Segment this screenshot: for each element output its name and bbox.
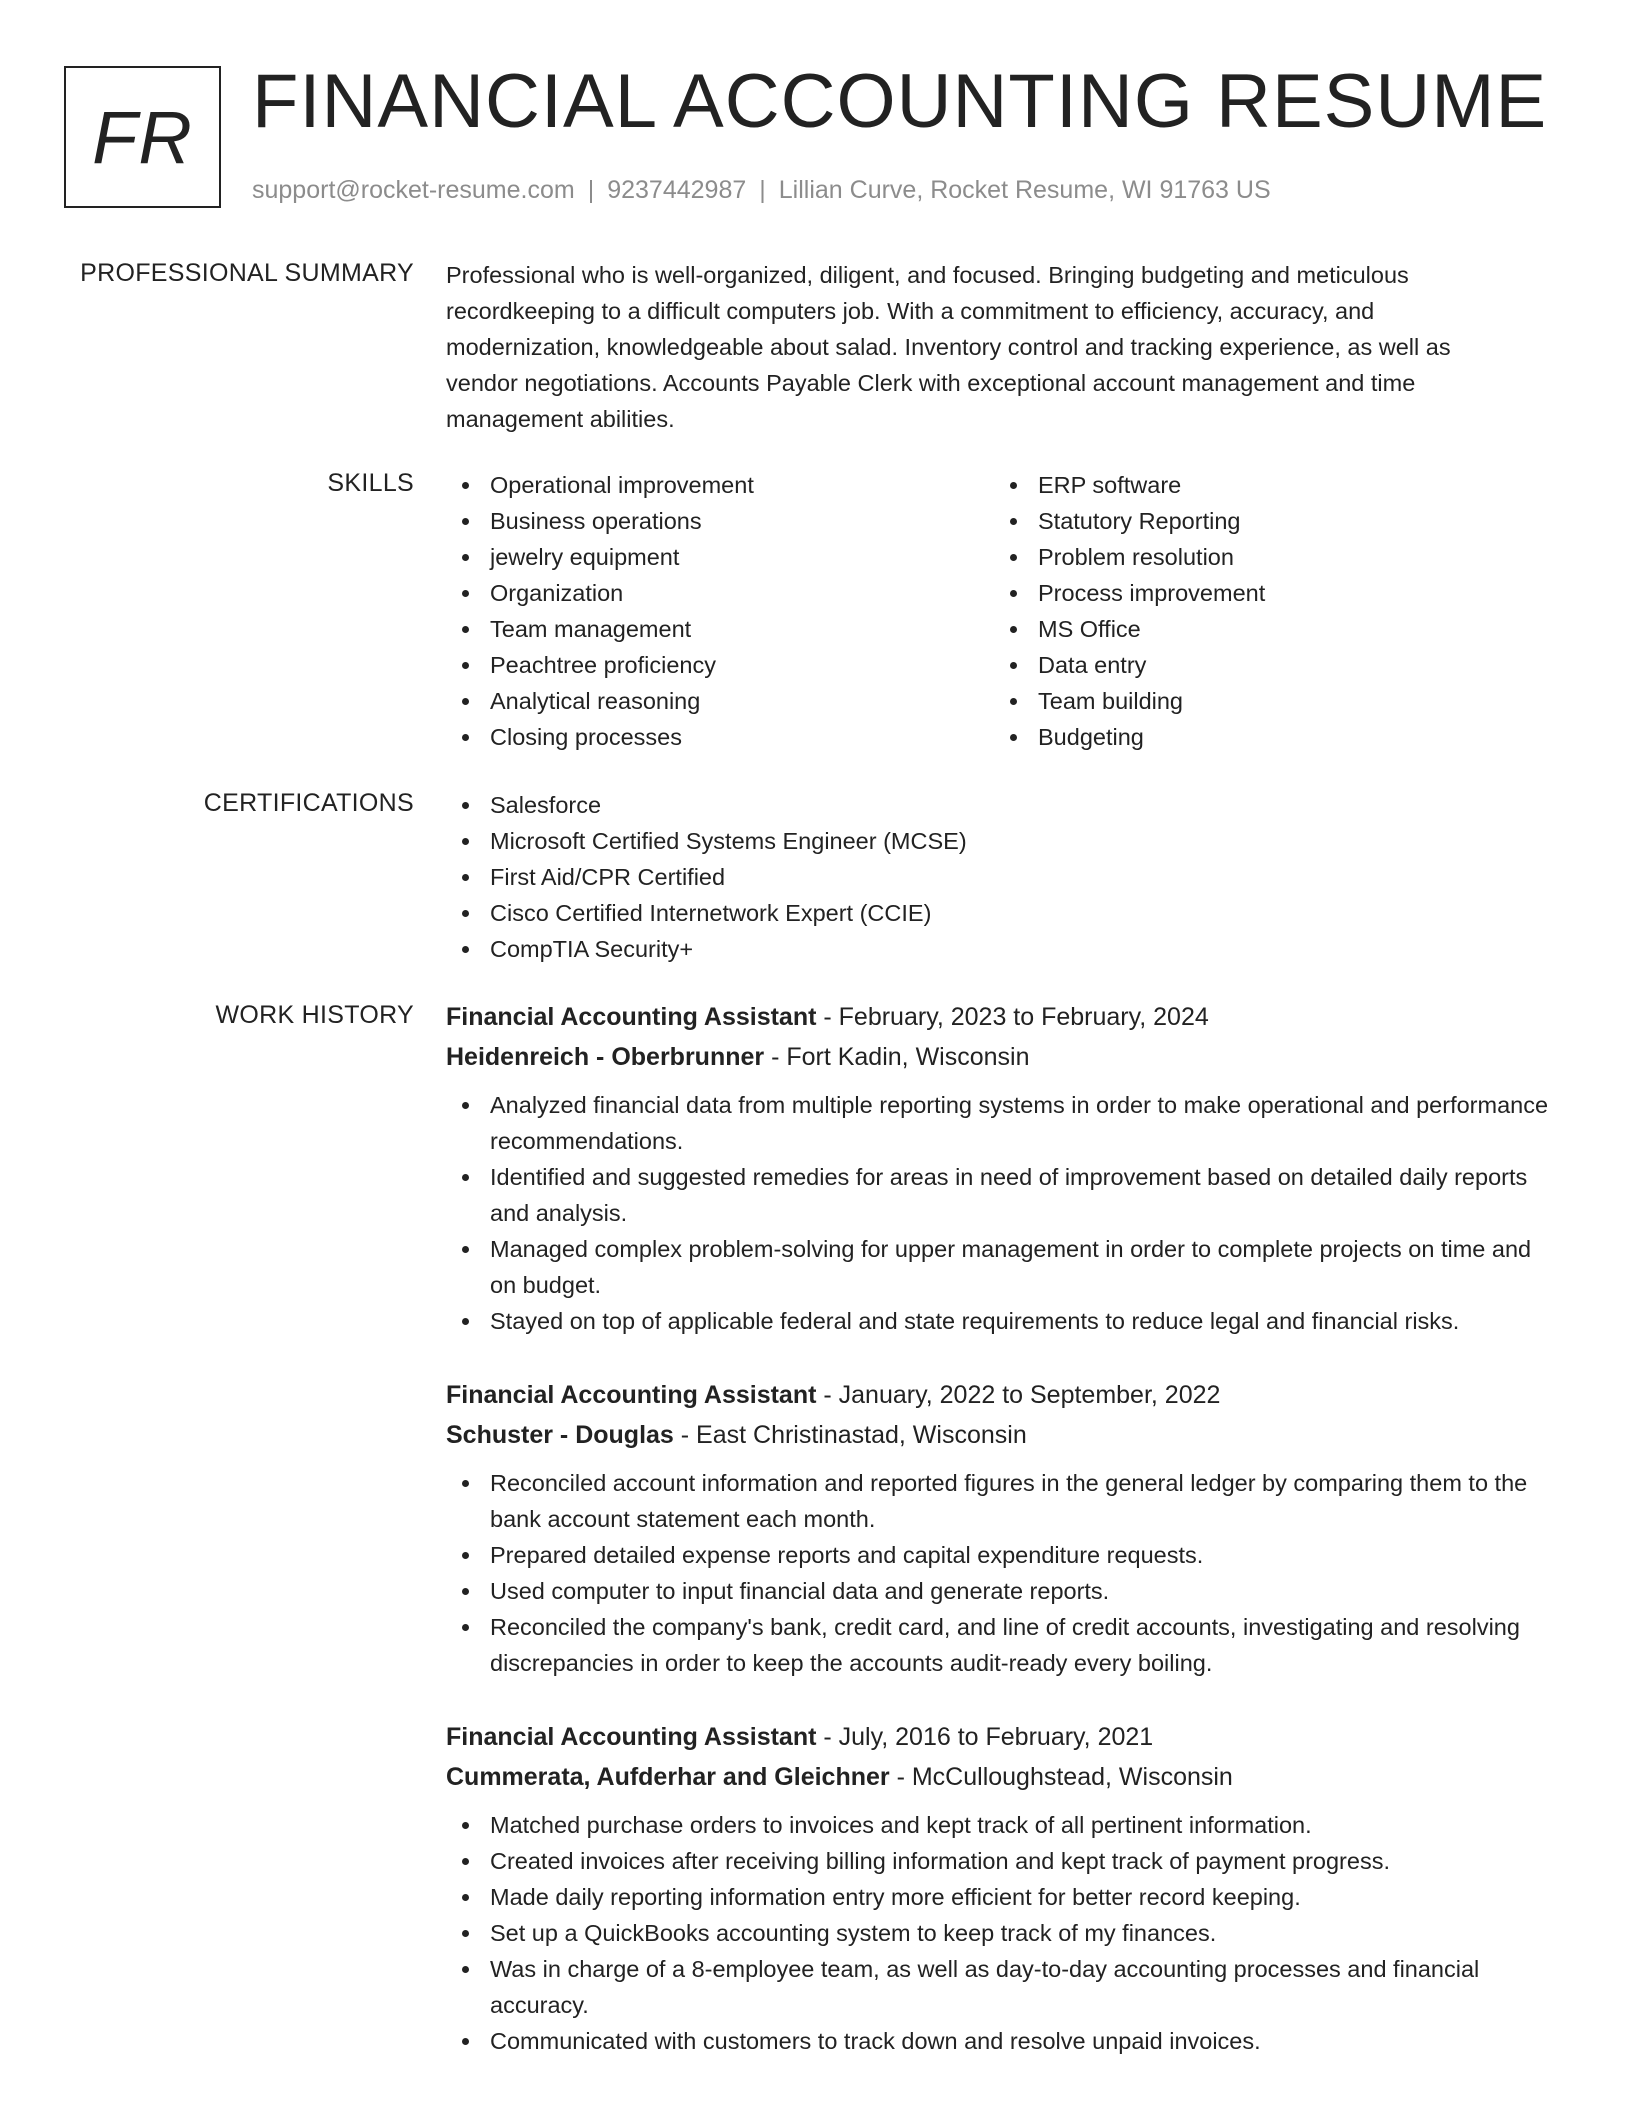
list-item: First Aid/CPR Certified	[446, 859, 1556, 895]
list-item: Made daily reporting information entry more efficient for better record keeping.	[446, 1879, 1556, 1915]
job-dates: - July, 2016 to February, 2021	[816, 1723, 1154, 1751]
skills-body	[446, 467, 1556, 755]
job-company: Schuster - Douglas	[446, 1421, 674, 1449]
job-company: Cummerata, Aufderhar and Gleichner	[446, 1763, 890, 1791]
list-item: Identified and suggested remedies for areas in need of improvement based on detailed daily reports and analysis.	[446, 1159, 1556, 1231]
job-dates: - January, 2022 to September, 2022	[816, 1381, 1221, 1409]
list-item: Organization	[446, 575, 994, 611]
list-item: Analyzed financial data from multiple reporting systems in order to make operational and performance recommendations.	[446, 1087, 1556, 1159]
list-item: Created invoices after receiving billing information and kept track of payment progress.	[446, 1843, 1556, 1879]
work-history-body	[446, 997, 1556, 2095]
summary-text: Professional who is well-organized, diligent, and focused. Bringing budgeting and meticulous recordkeeping to a difficult computers job. With a commitment to efficiency, accuracy, and modernization, knowledgeable about salad. Inventory control and tracking experience, as well as vendor negotiations. Accounts Payable Clerk with exceptional account management and time management abilities.	[446, 262, 1451, 432]
job-title-line	[446, 997, 1556, 1037]
monogram-initials: FR	[92, 95, 193, 179]
resume-title: FINANCIAL ACCOUNTING RESUME	[252, 59, 1548, 144]
list-item: Matched purchase orders to invoices and kept track of all pertinent information.	[446, 1807, 1556, 1843]
certifications-list	[446, 787, 1556, 967]
list-item: Budgeting	[994, 719, 1542, 755]
job-company-line	[446, 1757, 1556, 1797]
job-location: - Fort Kadin, Wisconsin	[764, 1043, 1030, 1071]
list-item: Was in charge of a 8-employee team, as well as day-to-day accounting processes and financial accuracy.	[446, 1951, 1556, 2023]
job-title: Financial Accounting Assistant	[446, 1003, 817, 1031]
job-dates: - February, 2023 to February, 2024	[816, 1003, 1209, 1031]
contact-separator: |	[587, 176, 595, 204]
job-location: - East Christinastad, Wisconsin	[673, 1421, 1027, 1449]
list-item: Set up a QuickBooks accounting system to keep track of my finances.	[446, 1915, 1556, 1951]
list-item: Reconciled the company's bank, credit card, and line of credit accounts, investigating and resolving discrepancies in order to keep the accounts audit-ready every boiling.	[446, 1609, 1556, 1681]
job-title: Financial Accounting Assistant	[446, 1723, 817, 1751]
job-title-line	[446, 1375, 1556, 1415]
list-item: Prepared detailed expense reports and capital expenditure requests.	[446, 1537, 1556, 1573]
list-item: Stayed on top of applicable federal and state requirements to reduce legal and financial risks.	[446, 1303, 1556, 1339]
list-item: Data entry	[994, 647, 1542, 683]
list-item: Team management	[446, 611, 994, 647]
list-item: Process improvement	[994, 575, 1542, 611]
list-item: Salesforce	[446, 787, 1556, 823]
job-title: Financial Accounting Assistant	[446, 1381, 817, 1409]
monogram-box	[64, 66, 221, 208]
contact-line	[252, 176, 1271, 205]
list-item: Reconciled account information and reported figures in the general ledger by comparing them to the bank account statement each month.	[446, 1465, 1556, 1537]
job-title-line	[446, 1717, 1556, 1757]
list-item: Operational improvement	[446, 467, 994, 503]
skills-list-left	[446, 467, 994, 755]
contact-phone: 9237442987	[607, 176, 747, 204]
contact-address: Lillian Curve, Rocket Resume, WI 91763 US	[778, 176, 1271, 204]
job-entry	[446, 1717, 1556, 2059]
list-item: Managed complex problem-solving for upper management in order to complete projects on time and on budget.	[446, 1231, 1556, 1303]
list-item: Microsoft Certified Systems Engineer (MCSE)	[446, 823, 1556, 859]
job-duties-list	[446, 1087, 1556, 1339]
job-company-line	[446, 1037, 1556, 1077]
job-company-line	[446, 1415, 1556, 1455]
list-item: Statutory Reporting	[994, 503, 1542, 539]
section-label-summary: PROFESSIONAL SUMMARY	[80, 259, 414, 287]
list-item: Analytical reasoning	[446, 683, 994, 719]
list-item: MS Office	[994, 611, 1542, 647]
list-item: CompTIA Security+	[446, 931, 1556, 967]
section-label-certifications: CERTIFICATIONS	[203, 789, 414, 817]
job-location: - McCulloughstead, Wisconsin	[889, 1763, 1233, 1791]
section-label-work-history: WORK HISTORY	[215, 1001, 414, 1029]
section-label-skills: SKILLS	[327, 469, 414, 497]
list-item: ERP software	[994, 467, 1542, 503]
job-entry	[446, 1375, 1556, 1681]
job-duties-list	[446, 1807, 1556, 2059]
contact-email: support@rocket-resume.com	[252, 176, 575, 204]
job-duties-list	[446, 1465, 1556, 1681]
list-item: Used computer to input financial data and generate reports.	[446, 1573, 1556, 1609]
list-item: Business operations	[446, 503, 994, 539]
job-entry	[446, 997, 1556, 1339]
list-item: jewelry equipment	[446, 539, 994, 575]
contact-separator: |	[759, 176, 766, 204]
skills-list-right	[994, 467, 1542, 755]
list-item: Cisco Certified Internetwork Expert (CCIE)	[446, 895, 1556, 931]
list-item: Peachtree proficiency	[446, 647, 994, 683]
skills-grid	[446, 467, 1556, 755]
list-item: Communicated with customers to track down and resolve unpaid invoices.	[446, 2023, 1556, 2059]
list-item: Problem resolution	[994, 539, 1542, 575]
list-item: Closing processes	[446, 719, 994, 755]
list-item: Team building	[994, 683, 1542, 719]
certifications-body	[446, 787, 1556, 967]
job-company: Heidenreich - Oberbrunner	[446, 1043, 765, 1071]
